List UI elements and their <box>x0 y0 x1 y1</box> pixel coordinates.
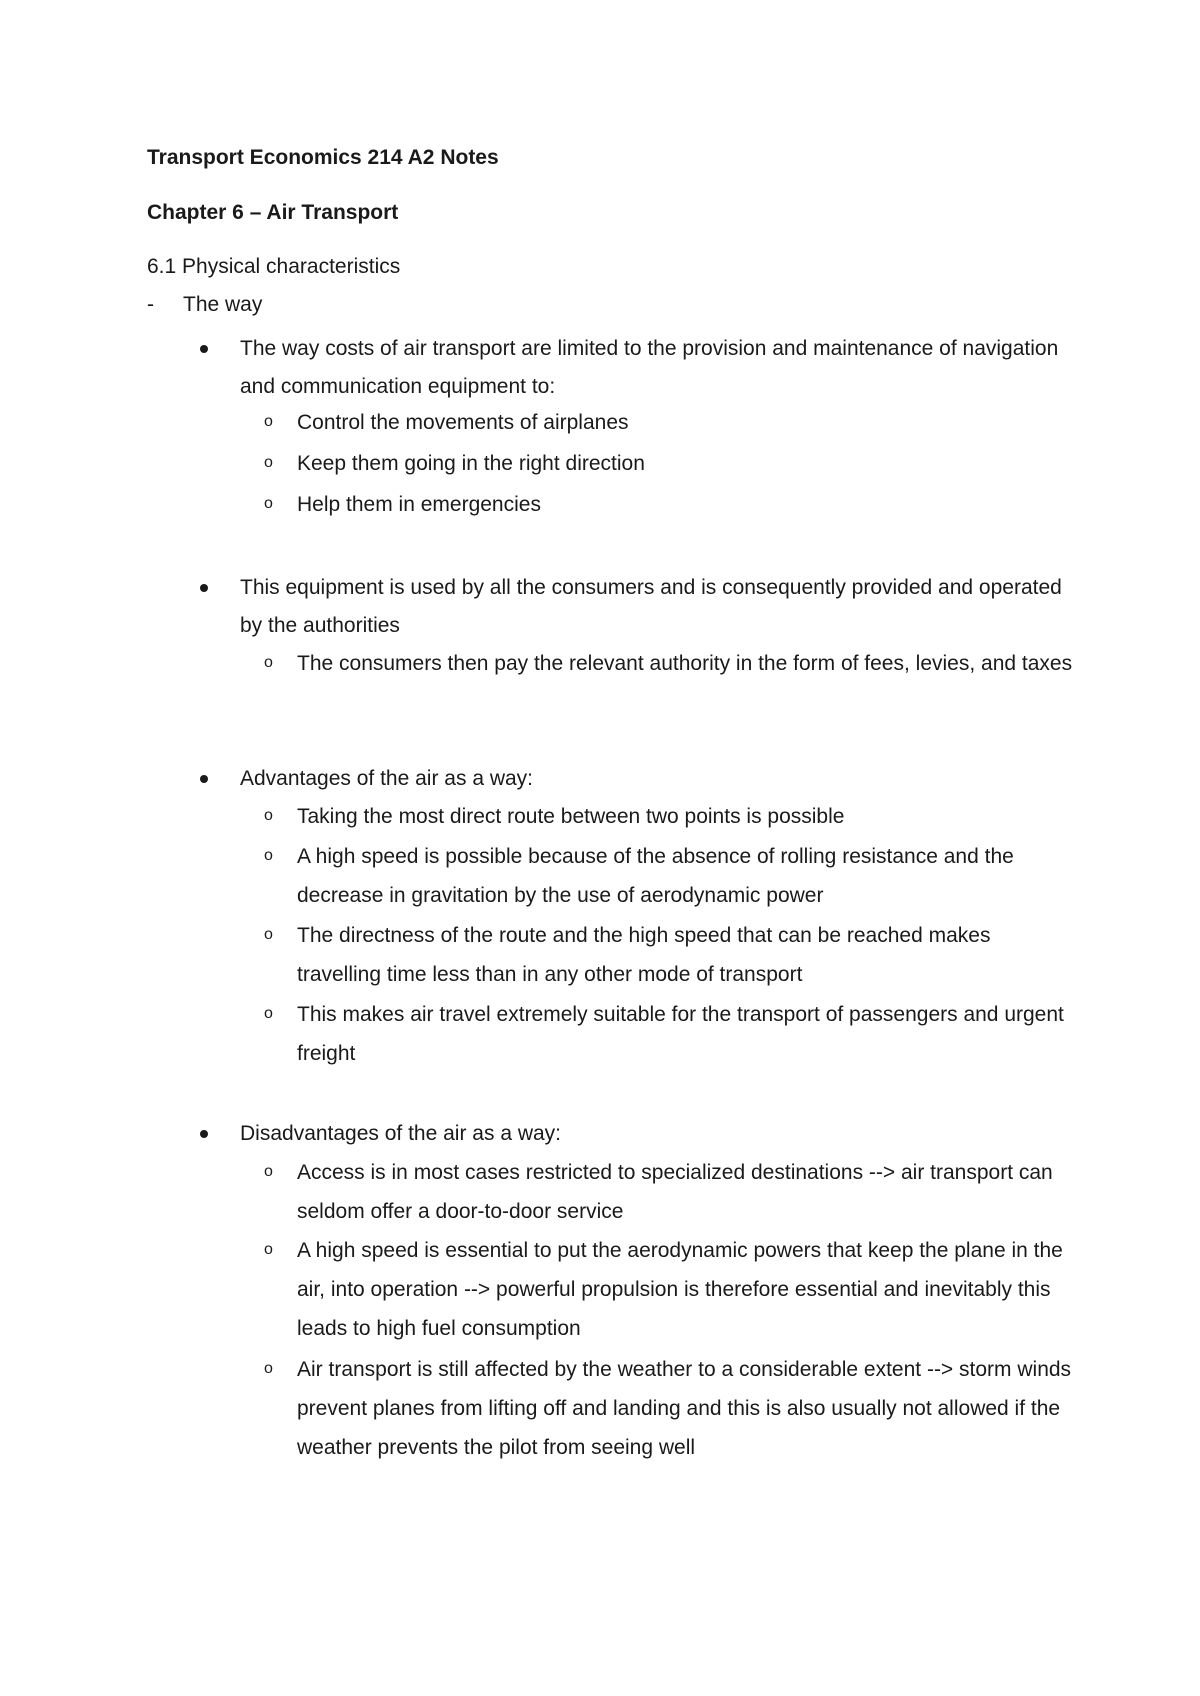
sub-bullet-text: Keep them going in the right direction <box>297 452 645 475</box>
sub-bullet-text: The consumers then pay the relevant authority in the form of fees, levies, and taxes <box>297 652 1073 675</box>
circle-bullet-icon: o <box>264 926 273 943</box>
circle-bullet-icon: o <box>264 1005 273 1022</box>
circle-bullet-icon: o <box>264 1360 273 1377</box>
dash-marker: - <box>147 293 154 316</box>
chapter-heading: Chapter 6 – Air Transport <box>147 201 399 224</box>
circle-bullet-icon: o <box>264 413 273 430</box>
sub-bullet-text: Air transport is still affected by the weather to a considerable extent --> storm winds prevent planes from lifting off and landing and this is also usually not allowed if the weather prevents the pilot from seeing well <box>297 1358 1072 1459</box>
sub-bullet-text: Access is in most cases restricted to specialized destinations --> air transport can seldom offer a door-to-door service <box>297 1161 1053 1223</box>
sub-bullet-text: Taking the most direct route between two points is possible <box>297 805 845 828</box>
sub-bullet-text: A high speed is possible because of the absence of rolling resistance and the decrease in gravitation by the use of aerodynamic power <box>297 845 1014 907</box>
subsection-label: The way <box>183 293 263 316</box>
sub-bullet-text: Help them in emergencies <box>297 493 541 516</box>
circle-bullet-icon: o <box>264 807 273 824</box>
bullet-icon <box>200 1130 208 1138</box>
sub-bullet-text: The directness of the route and the high speed that can be reached makes travelling time less than in any other mode of transport <box>297 924 991 986</box>
sub-bullet-text: A high speed is essential to put the aerodynamic powers that keep the plane in the air, into operation --> powerful propulsion is therefore essential and inevitably this leads to high fuel consumption <box>297 1239 1063 1340</box>
circle-bullet-icon: o <box>264 1163 273 1180</box>
sub-bullet-text: This makes air travel extremely suitable for the transport of passengers and urgent freight <box>297 1003 1064 1065</box>
bullet-icon <box>200 345 208 353</box>
bullet-text: This equipment is used by all the consumers and is consequently provided and operated by the authorities <box>240 576 1062 637</box>
document-title: Transport Economics 214 A2 Notes <box>147 146 499 169</box>
circle-bullet-icon: o <box>264 847 273 864</box>
circle-bullet-icon: o <box>264 495 273 512</box>
bullet-text: Disadvantages of the air as a way: <box>240 1122 562 1145</box>
bullet-text: The way costs of air transport are limited to the provision and maintenance of navigation and communication equipment to: <box>240 337 1059 398</box>
sub-bullet-text: Control the movements of airplanes <box>297 411 629 434</box>
section-heading: 6.1 Physical characteristics <box>147 255 401 278</box>
bullet-text: Advantages of the air as a way: <box>240 767 534 790</box>
circle-bullet-icon: o <box>264 1241 273 1258</box>
bullet-icon <box>200 584 208 592</box>
circle-bullet-icon: o <box>264 654 273 671</box>
circle-bullet-icon: o <box>264 454 273 471</box>
bullet-icon <box>200 775 208 783</box>
